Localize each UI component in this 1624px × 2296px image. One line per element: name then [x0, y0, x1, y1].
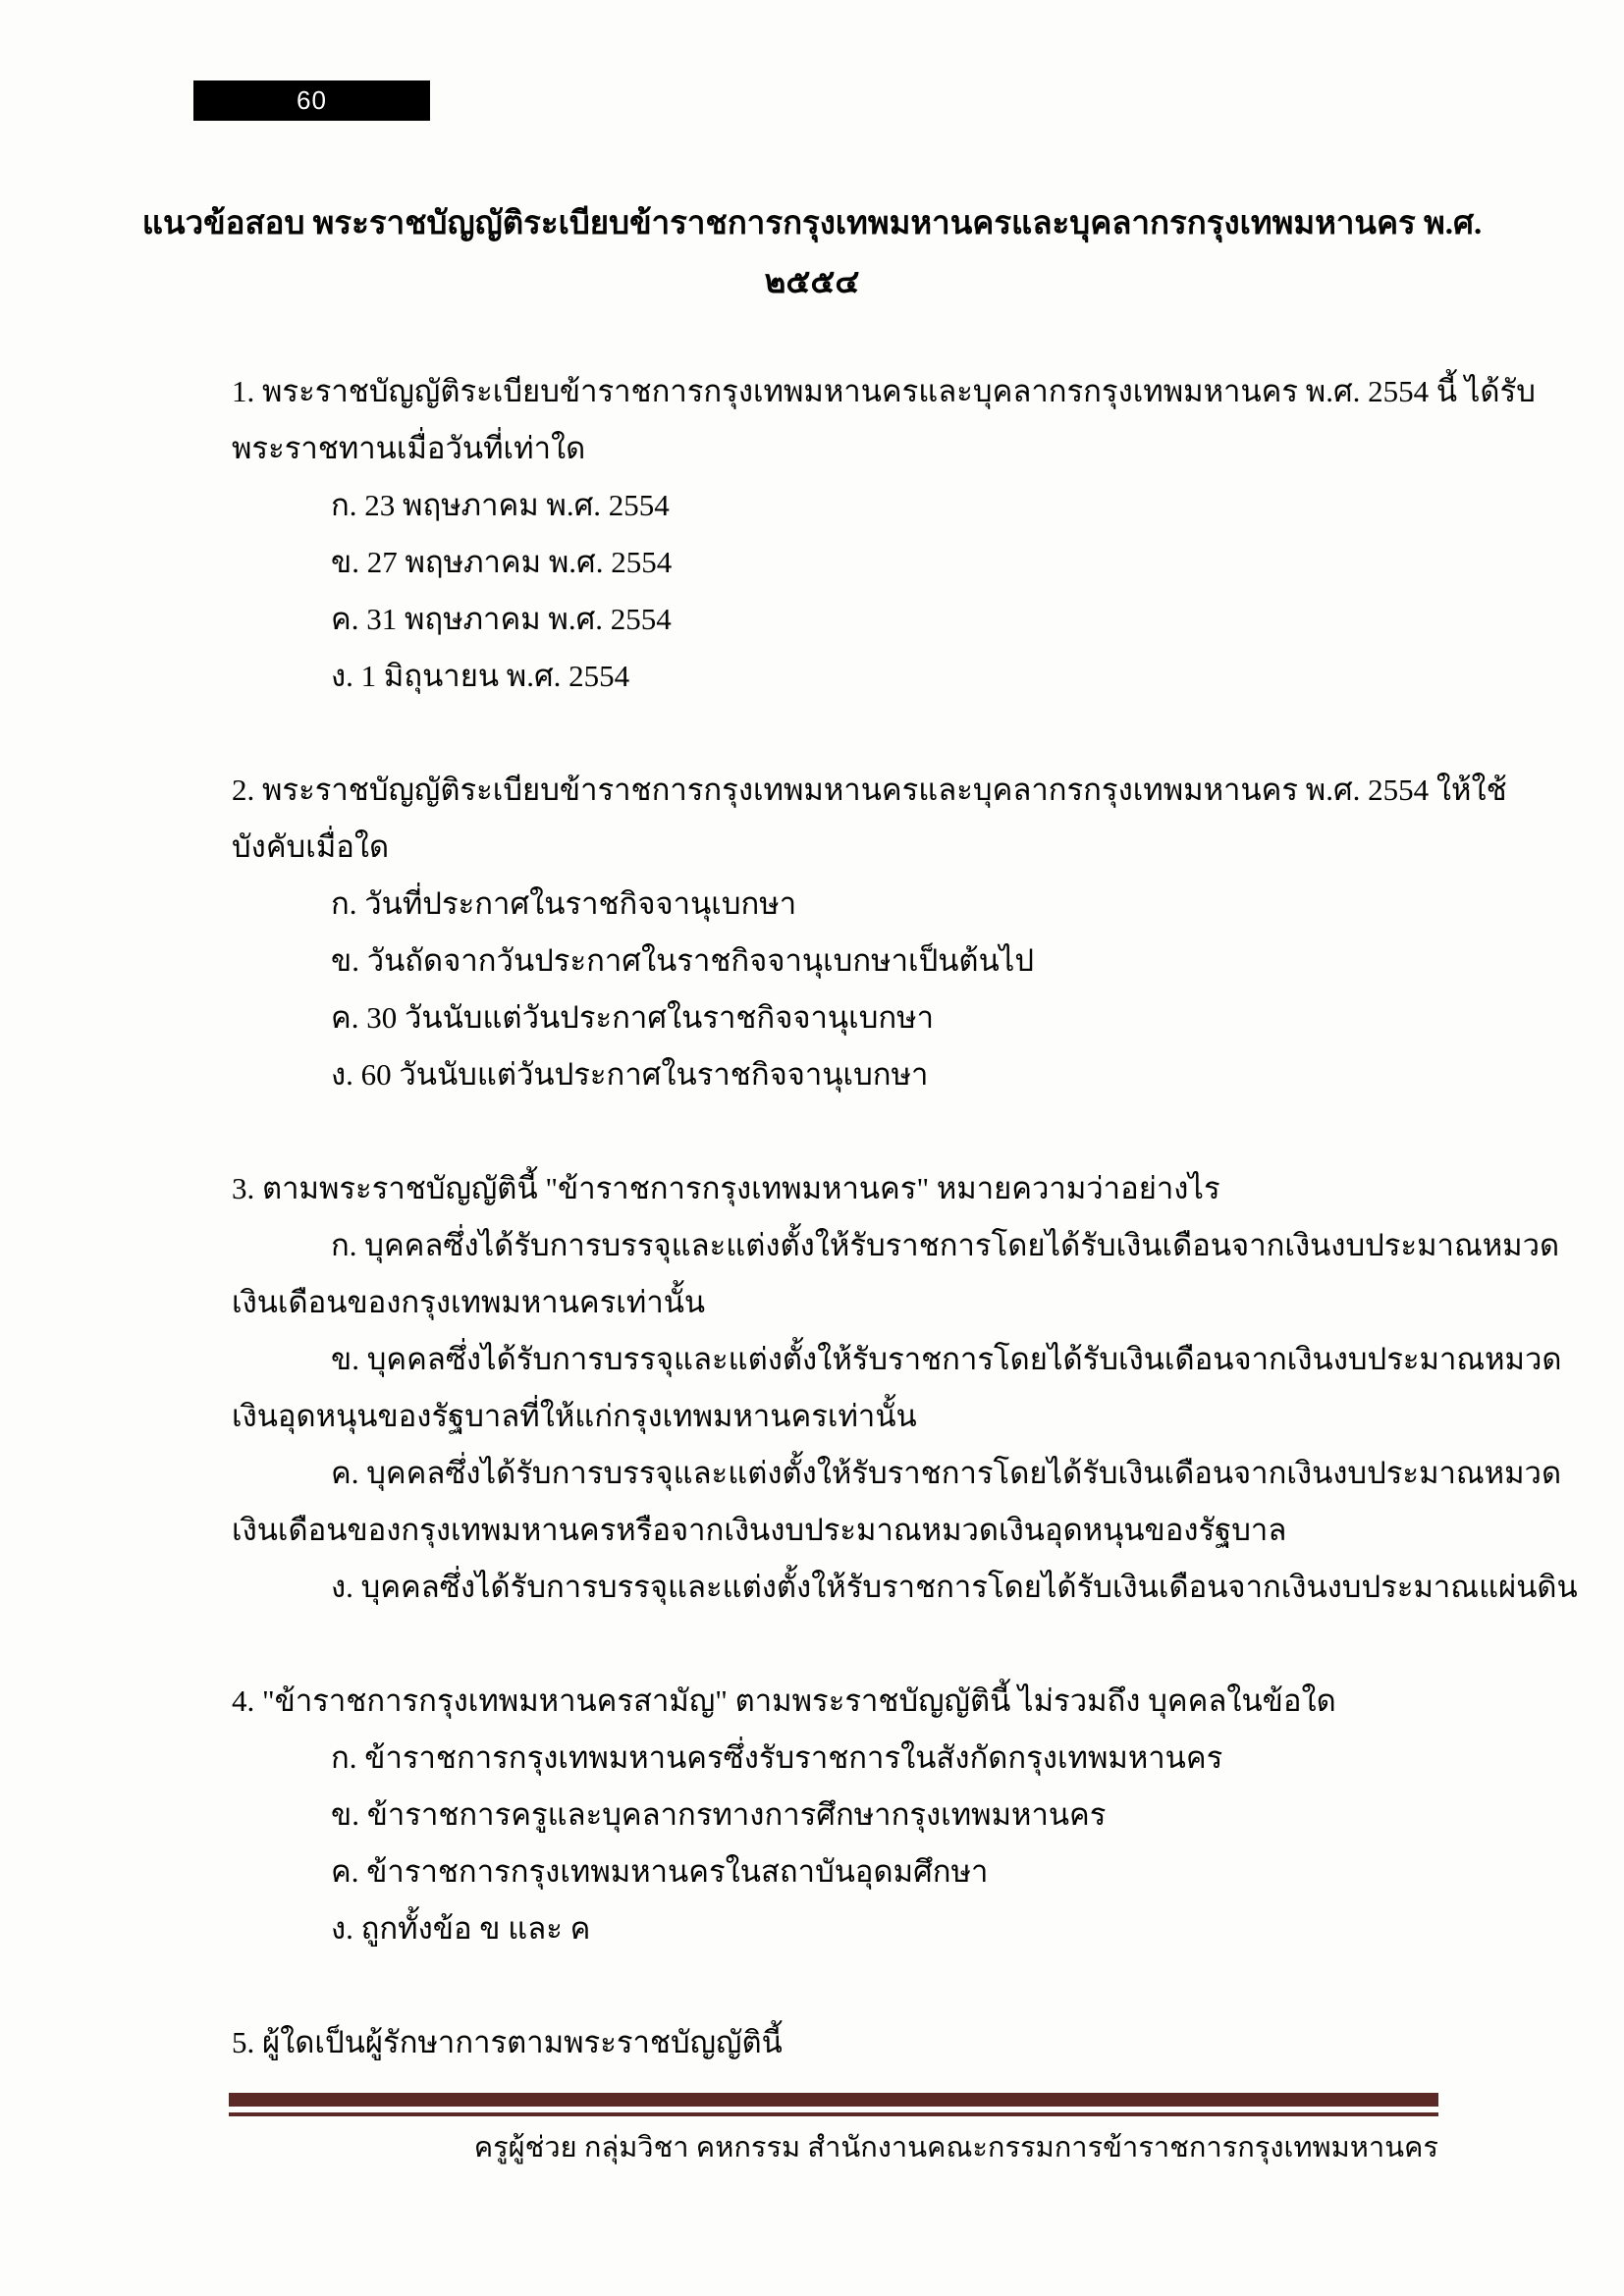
- question-text-line: 2. พระราชบัญญัติระเบียบข้าราชการกรุงเทพมหานครและบุคลากรกรุงเทพมหานคร พ.ศ. 2554 ให้ใช้: [232, 773, 1507, 807]
- footer-credit: ครูผู้ช่วย กลุ่มวิชา คหกรรม สำนักงานคณะกรรมการข้าราชการกรุงเทพมหานคร: [473, 2132, 1438, 2163]
- document-title-line2: ๒๕๕๔: [764, 265, 860, 300]
- footer-divider-thin: [229, 2112, 1438, 2116]
- page-number: 60: [297, 85, 327, 115]
- answer-option-line: ข. บุคคลซึ่งได้รับการบรรจุและแต่งตั้งให้รับราชการโดยได้รับเงินเดือนจากเงินงบประมาณหมวด: [331, 1342, 1562, 1376]
- answer-option-line: ค. ข้าราชการกรุงเทพมหานครในสถาบันอุดมศึกษา: [331, 1854, 989, 1889]
- question-text-line: 1. พระราชบัญญัติระเบียบข้าราชการกรุงเทพมหานครและบุคลากรกรุงเทพมหานคร พ.ศ. 2554 นี้ ได้รับ: [232, 374, 1536, 408]
- page-number-badge: [193, 80, 430, 121]
- answer-option-line: ก. 23 พฤษภาคม พ.ศ. 2554: [331, 488, 670, 522]
- answer-option-line: ค. 30 วันนับแต่วันประกาศในราชกิจจานุเบกษา: [331, 1000, 935, 1035]
- question-text-line: เงินอุดหนุนของรัฐบาลที่ให้แก่กรุงเทพมหานครเท่านั้น: [232, 1399, 917, 1433]
- question-2: [232, 762, 1507, 1103]
- answer-option-line: ข. วันถัดจากวันประกาศในราชกิจจานุเบกษาเป็นต้นไป: [331, 943, 1035, 978]
- answer-option-line: ก. วันที่ประกาศในราชกิจจานุเบกษา: [331, 886, 797, 921]
- question-text-line: พระราชทานเมื่อวันที่เท่าใด: [232, 431, 586, 465]
- answer-option-line: ก. บุคคลซึ่งได้รับการบรรจุและแต่งตั้งให้รับราชการโดยได้รับเงินเดือนจากเงินงบประมาณหมวด: [331, 1228, 1560, 1262]
- answer-option-line: ง. 1 มิถุนายน พ.ศ. 2554: [331, 659, 630, 693]
- answer-option-line: ค. บุคคลซึ่งได้รับการบรรจุและแต่งตั้งให้รับราชการโดยได้รับเงินเดือนจากเงินงบประมาณหมวด: [331, 1456, 1562, 1490]
- question-text-line: 4. "ข้าราชการกรุงเทพมหานครสามัญ" ตามพระราชบัญญัตินี้ ไม่รวมถึง บุคคลในข้อใด: [232, 1683, 1336, 1718]
- answer-option-line: ก. ข้าราชการกรุงเทพมหานครซึ่งรับราชการในสังกัดกรุงเทพมหานคร: [331, 1740, 1223, 1775]
- answer-option-line: ข. ข้าราชการครูและบุคลากรทางการศึกษากรุงเทพมหานคร: [331, 1797, 1107, 1832]
- question-text-line: 5. ผู้ใดเป็นผู้รักษาการตามพระราชบัญญัตินี้: [232, 2025, 783, 2059]
- answer-option-line: ข. 27 พฤษภาคม พ.ศ. 2554: [331, 545, 673, 579]
- answer-option-line: ง. 60 วันนับแต่วันประกาศในราชกิจจานุเบกษา: [331, 1057, 929, 1092]
- question-5: [232, 2014, 1457, 2071]
- question-4: [232, 1673, 1457, 1957]
- question-text-line: เงินเดือนของกรุงเทพมหานครเท่านั้น: [232, 1285, 706, 1319]
- question-text-line: 3. ตามพระราชบัญญัตินี้ "ข้าราชการกรุงเทพมหานคร" หมายความว่าอย่างไร: [232, 1171, 1220, 1205]
- answer-option-line: ง. บุคคลซึ่งได้รับการบรรจุและแต่งตั้งให้รับราชการโดยได้รับเงินเดือนจากเงินงบประมาณแผ่นดิน: [331, 1570, 1578, 1604]
- answer-option-line: ง. ถูกทั้งข้อ ข และ ค: [331, 1911, 591, 1946]
- question-text-line: เงินเดือนของกรุงเทพมหานครหรือจากเงินงบประมาณหมวดเงินอุดหนุนของรัฐบาล: [232, 1513, 1287, 1547]
- answer-option-line: ค. 31 พฤษภาคม พ.ศ. 2554: [331, 602, 672, 636]
- question-1: [232, 363, 1536, 705]
- document-title-line1: แนวข้อสอบ พระราชบัญญัติระเบียบข้าราชการกรุงเทพมหานครและบุคลากรกรุงเทพมหานคร พ.ศ.: [141, 206, 1483, 241]
- document-title: [0, 0, 1624, 312]
- footer-divider-thick: [229, 2093, 1438, 2107]
- question-text-line: บังคับเมื่อใด: [232, 829, 390, 864]
- questions-container: [232, 363, 1578, 2071]
- question-3: [232, 1160, 1578, 1616]
